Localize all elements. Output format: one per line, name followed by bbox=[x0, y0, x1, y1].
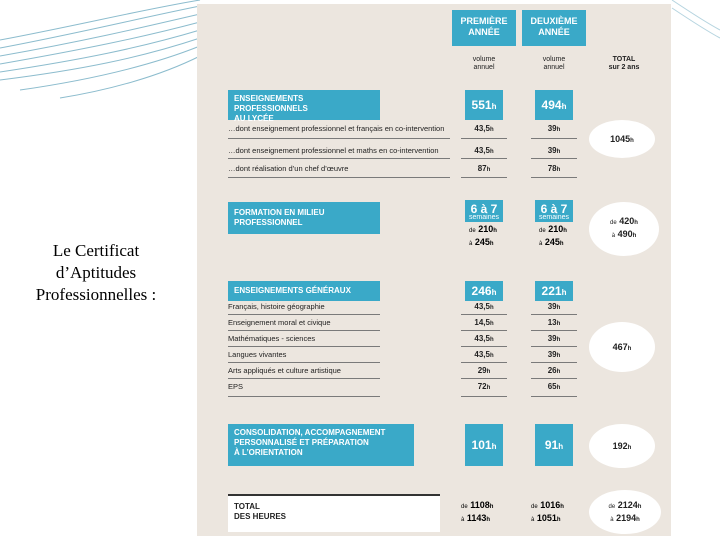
section-title-consolidation bbox=[228, 424, 414, 466]
range-prefix: de bbox=[539, 228, 546, 234]
cell-value: 39 bbox=[547, 302, 557, 311]
row-divider bbox=[531, 158, 577, 159]
professional-year-2-hours bbox=[535, 90, 573, 120]
general-row-1-label: Français, histoire géographie bbox=[228, 302, 325, 311]
hours-unit: h bbox=[489, 504, 494, 510]
row-divider bbox=[461, 346, 507, 347]
row-divider bbox=[461, 314, 507, 315]
year-1-sub-line-2: annuel bbox=[473, 64, 495, 71]
hours-unit: h bbox=[489, 241, 494, 247]
consolidation-year-1-value: 101 bbox=[471, 438, 492, 452]
general-row-3-year-1 bbox=[465, 334, 503, 343]
row-divider bbox=[228, 177, 450, 178]
weeks-value: 6 à 7 bbox=[470, 202, 498, 216]
row-divider bbox=[228, 158, 450, 159]
hours-unit: h bbox=[556, 167, 561, 173]
professional-row-1-year-2 bbox=[535, 124, 573, 133]
professional-title-line-1: ENSEIGNEMENTS PROFESSIONNELS bbox=[234, 94, 308, 113]
row-divider bbox=[531, 138, 577, 139]
total-sub-line-2: sur 2 ans bbox=[608, 64, 640, 71]
general-year-1-hours bbox=[465, 281, 503, 301]
year-1-sub-line-1: volume bbox=[472, 56, 496, 63]
range-prefix: de bbox=[608, 504, 616, 510]
row-divider bbox=[228, 314, 380, 315]
range-prefix: de bbox=[531, 504, 538, 510]
hours-unit: h bbox=[489, 337, 494, 343]
total-subheader bbox=[592, 56, 656, 72]
work-placement-title-line-2: PROFESSIONNEL bbox=[234, 218, 303, 227]
general-row-3-year-2 bbox=[535, 334, 573, 343]
consolidation-title-line-1: CONSOLIDATION, ACCOMPAGNEMENT bbox=[234, 428, 386, 437]
consolidation-year-2-hours bbox=[535, 424, 573, 466]
hours-unit: h bbox=[627, 445, 632, 451]
total-year-1-range bbox=[461, 500, 517, 526]
hours-unit: h bbox=[489, 305, 494, 311]
general-total-bubble bbox=[589, 322, 655, 372]
hours-unit: h bbox=[559, 241, 564, 247]
range-from-value: 1108 bbox=[470, 500, 490, 510]
hours-unit: h bbox=[493, 228, 497, 234]
weeks-value: 6 à 7 bbox=[540, 202, 568, 216]
range-prefix: de bbox=[469, 228, 476, 234]
row-divider bbox=[461, 378, 507, 379]
hours-unit: h bbox=[489, 353, 494, 359]
hours-unit: h bbox=[637, 504, 642, 510]
general-row-6-label: EPS bbox=[228, 382, 244, 391]
range-prefix: de bbox=[610, 220, 617, 226]
row-divider bbox=[461, 396, 507, 397]
hours-unit: h bbox=[556, 385, 561, 391]
hours-unit: h bbox=[489, 149, 494, 155]
row-divider bbox=[228, 362, 380, 363]
range-from-value: 1016 bbox=[540, 500, 561, 510]
hours-unit: h bbox=[558, 442, 564, 451]
row-divider bbox=[228, 330, 380, 331]
weeks-label: semaines bbox=[539, 214, 569, 221]
hours-unit: h bbox=[491, 102, 497, 111]
professional-total-value: 1045 bbox=[610, 134, 631, 144]
range-to bbox=[589, 229, 659, 242]
hours-unit: h bbox=[632, 233, 637, 239]
range-to bbox=[539, 237, 579, 250]
hours-unit: h bbox=[556, 517, 561, 523]
hours-unit: h bbox=[636, 517, 640, 523]
year-1-header-line-1: PREMIÈRE bbox=[460, 16, 508, 26]
consolidation-year-2-value: 91 bbox=[544, 438, 559, 452]
row-divider bbox=[531, 346, 577, 347]
work-placement-year-2-range bbox=[539, 224, 579, 250]
row-divider bbox=[461, 158, 507, 159]
slide-title-line-2: d’Aptitudes bbox=[55, 263, 137, 282]
general-row-2-label: Enseignement moral et civique bbox=[228, 318, 331, 327]
general-row-3-label: Mathématiques - sciences bbox=[228, 334, 316, 343]
general-row-2-year-2 bbox=[535, 318, 573, 327]
cell-value: 43,5 bbox=[474, 334, 490, 343]
row-divider bbox=[531, 314, 577, 315]
general-row-4-year-1 bbox=[465, 350, 503, 359]
range-prefix: à bbox=[531, 517, 535, 523]
general-row-1-year-1 bbox=[465, 302, 503, 311]
year-2-sub-line-2: annuel bbox=[543, 64, 565, 71]
general-row-4-label: Langues vivantes bbox=[228, 350, 287, 359]
general-row-1-year-2 bbox=[535, 302, 573, 311]
section-title-professional bbox=[228, 90, 380, 123]
hours-unit: h bbox=[491, 288, 497, 297]
total-year-2-range bbox=[531, 500, 587, 526]
hours-unit: h bbox=[561, 288, 567, 297]
range-from bbox=[531, 500, 587, 513]
total-sub-line-1: TOTAL bbox=[612, 56, 636, 63]
general-row-6-year-1 bbox=[465, 382, 503, 391]
slide-title-line-3: Professionnelles : bbox=[35, 285, 157, 304]
range-from-value: 420 bbox=[619, 216, 635, 226]
row-divider bbox=[531, 396, 577, 397]
professional-row-1-year-1 bbox=[465, 124, 503, 133]
range-to bbox=[531, 513, 587, 526]
professional-title-line-2: AU LYCÉE bbox=[234, 114, 274, 123]
professional-row-2-year-1 bbox=[465, 146, 503, 155]
row-divider bbox=[461, 138, 507, 139]
row-divider bbox=[228, 378, 380, 379]
cell-value: 39 bbox=[547, 146, 557, 155]
professional-row-2-label: …dont enseignement professionnel et maths en co-intervention bbox=[228, 146, 439, 155]
row-divider bbox=[531, 378, 577, 379]
general-year-2-value: 221 bbox=[541, 284, 562, 298]
range-to bbox=[589, 513, 661, 526]
range-prefix: à bbox=[611, 233, 616, 239]
consolidation-title-line-3: À L’ORIENTATION bbox=[234, 448, 303, 457]
hours-unit: h bbox=[556, 149, 561, 155]
consolidation-total-bubble bbox=[589, 424, 655, 468]
professional-row-3-label: …dont réalisation d’un chef d’œuvre bbox=[228, 164, 349, 173]
cell-value: 26 bbox=[547, 366, 557, 375]
hours-unit: h bbox=[556, 321, 561, 327]
hours-unit: h bbox=[560, 504, 564, 510]
section-title-work-placement bbox=[228, 202, 380, 234]
weeks-label: semaines bbox=[469, 214, 499, 221]
row-divider bbox=[531, 362, 577, 363]
professional-row-3-year-1 bbox=[465, 164, 503, 173]
row-divider bbox=[228, 346, 380, 347]
range-from bbox=[539, 224, 579, 237]
year-2-header-line-1: DEUXIÈME bbox=[530, 16, 578, 26]
range-from-value: 210 bbox=[548, 224, 564, 234]
professional-year-1-value: 551 bbox=[471, 98, 492, 112]
cell-value: 13 bbox=[547, 318, 557, 327]
row-divider bbox=[228, 138, 450, 139]
column-header-year-2 bbox=[522, 10, 586, 46]
range-to-value: 1051 bbox=[536, 513, 557, 523]
range-prefix: de bbox=[461, 504, 468, 510]
hours-unit: h bbox=[489, 321, 494, 327]
range-to bbox=[469, 237, 509, 250]
cell-value: 43,5 bbox=[474, 302, 490, 311]
hours-unit: h bbox=[634, 220, 638, 226]
cell-value: 72 bbox=[477, 382, 487, 391]
range-from bbox=[589, 500, 661, 513]
general-row-6-year-2 bbox=[535, 382, 573, 391]
year-2-subheader bbox=[522, 56, 586, 72]
year-2-header-line-2: ANNÉE bbox=[538, 27, 570, 37]
general-row-5-label: Arts appliqués et culture artistique bbox=[228, 366, 341, 375]
professional-row-1-label: …dont enseignement professionnel et français en co-intervention bbox=[228, 124, 445, 133]
cell-value: 43,5 bbox=[474, 146, 490, 155]
hours-unit: h bbox=[486, 369, 491, 375]
row-divider bbox=[531, 177, 577, 178]
range-prefix: à bbox=[610, 517, 614, 523]
slide-title bbox=[6, 240, 186, 306]
hours-unit: h bbox=[486, 385, 491, 391]
hours-unit: h bbox=[556, 305, 561, 311]
general-year-1-value: 246 bbox=[471, 284, 492, 298]
hours-unit: h bbox=[486, 167, 491, 173]
professional-row-2-year-2 bbox=[535, 146, 573, 155]
cell-value: 14,5 bbox=[474, 318, 490, 327]
range-to-value: 245 bbox=[474, 237, 490, 247]
hours-unit: h bbox=[486, 517, 491, 523]
cell-value: 43,5 bbox=[474, 350, 490, 359]
hours-unit: h bbox=[556, 127, 561, 133]
work-placement-year-1-range bbox=[469, 224, 509, 250]
cell-value: 65 bbox=[547, 382, 557, 391]
total-title-line-2: DES HEURES bbox=[234, 512, 287, 521]
professional-total-bubble bbox=[589, 120, 655, 158]
range-from-value: 210 bbox=[478, 224, 494, 234]
range-from bbox=[461, 500, 517, 513]
row-divider bbox=[461, 330, 507, 331]
general-total-value: 467 bbox=[612, 342, 628, 352]
row-divider bbox=[461, 362, 507, 363]
row-divider bbox=[461, 177, 507, 178]
cell-value: 78 bbox=[547, 164, 557, 173]
range-prefix: à bbox=[461, 517, 465, 523]
row-divider bbox=[228, 396, 380, 397]
hours-unit: h bbox=[630, 138, 634, 144]
range-from bbox=[469, 224, 509, 237]
slide-title-line-1: Le Certificat bbox=[52, 241, 140, 260]
range-from-value: 2124 bbox=[617, 500, 638, 510]
general-row-5-year-1 bbox=[465, 366, 503, 375]
range-to bbox=[461, 513, 517, 526]
cell-value: 39 bbox=[547, 124, 557, 133]
range-prefix: à bbox=[469, 241, 473, 247]
cell-value: 43,5 bbox=[474, 124, 490, 133]
year-2-sub-line-1: volume bbox=[542, 56, 566, 63]
professional-year-1-hours bbox=[465, 90, 503, 120]
work-placement-title-line-1: FORMATION EN MILIEU bbox=[234, 208, 325, 217]
cell-value: 87 bbox=[477, 164, 487, 173]
work-placement-total-bubble bbox=[589, 202, 659, 256]
hours-unit: h bbox=[561, 102, 567, 111]
column-header-year-1 bbox=[452, 10, 516, 46]
range-prefix: à bbox=[539, 241, 543, 247]
professional-row-3-year-2 bbox=[535, 164, 573, 173]
year-1-subheader bbox=[452, 56, 516, 72]
total-title-line-1: TOTAL bbox=[234, 502, 260, 511]
consolidation-year-1-hours bbox=[465, 424, 503, 466]
hours-unit: h bbox=[627, 346, 632, 352]
general-row-5-year-2 bbox=[535, 366, 573, 375]
general-row-2-year-1 bbox=[465, 318, 503, 327]
range-to-value: 490 bbox=[617, 229, 633, 239]
consolidation-total-value: 192 bbox=[612, 441, 628, 451]
section-title-total-hours bbox=[228, 494, 440, 532]
range-to-value: 1143 bbox=[466, 513, 487, 523]
range-from bbox=[589, 216, 659, 229]
hours-unit: h bbox=[489, 127, 494, 133]
general-year-2-hours bbox=[535, 281, 573, 301]
row-divider bbox=[531, 330, 577, 331]
cap-hours-table-panel bbox=[197, 4, 671, 536]
section-title-general: ENSEIGNEMENTS GÉNÉRAUX bbox=[228, 281, 380, 301]
hours-unit: h bbox=[556, 369, 561, 375]
professional-year-2-value: 494 bbox=[541, 98, 562, 112]
consolidation-title-line-2: PERSONNALISÉ ET PRÉPARATION bbox=[234, 438, 369, 447]
total-overall-bubble bbox=[589, 490, 661, 534]
cell-value: 39 bbox=[547, 334, 557, 343]
cell-value: 29 bbox=[477, 366, 487, 375]
range-to-value: 245 bbox=[544, 237, 560, 247]
hours-unit: h bbox=[556, 337, 561, 343]
hours-unit: h bbox=[556, 353, 561, 359]
hours-unit: h bbox=[563, 228, 567, 234]
range-to-value: 2194 bbox=[616, 513, 637, 523]
general-row-4-year-2 bbox=[535, 350, 573, 359]
hours-unit: h bbox=[491, 442, 497, 451]
year-1-header-line-2: ANNÉE bbox=[468, 27, 500, 37]
cell-value: 39 bbox=[547, 350, 557, 359]
